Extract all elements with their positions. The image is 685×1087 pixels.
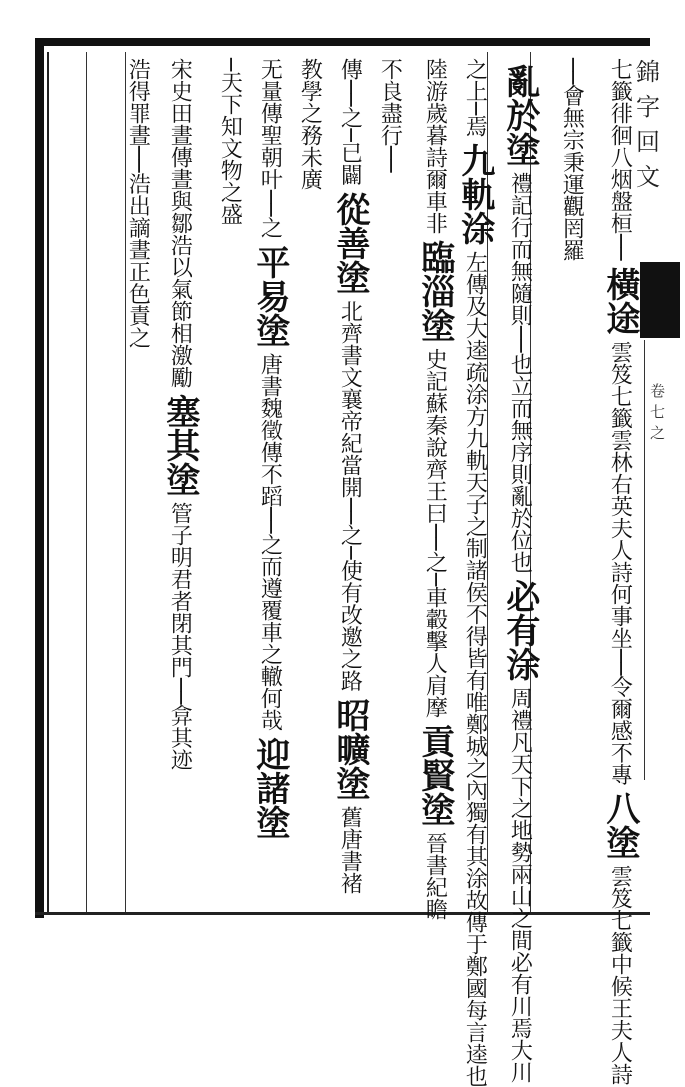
- margin-line: [644, 340, 645, 780]
- entry-heading: 八塗: [599, 791, 640, 859]
- entry-text: 有唯鄭城之內獨有其涂故傳于鄭國每言逵也: [462, 669, 488, 1087]
- entry-text: 也立而無序則亂於位也: [507, 352, 533, 573]
- text-column: [370, 58, 408, 173]
- entry-text: 何事坐──令爾感不專: [607, 582, 633, 785]
- entry-text: 唐書魏徵傳不蹈──之: [257, 352, 283, 555]
- text-column: [210, 58, 248, 225]
- entry-text: ─之─使有改邀之路: [337, 511, 363, 692]
- entry-text: 七籤徘徊八: [607, 58, 633, 168]
- entry-heading: 貢賢塗: [414, 723, 455, 826]
- entry-text: 左傳及大逵疏涂方九軌天子之制諸侯不得皆: [462, 251, 488, 670]
- text-column: [290, 58, 328, 190]
- text-column: [415, 58, 453, 920]
- entry-heading: 必有涂: [499, 578, 540, 681]
- frame-top-border: [35, 38, 650, 46]
- entry-heading: 橫途: [599, 266, 640, 335]
- entry-text: 管子明君者閉其: [167, 502, 193, 656]
- entry-text: 禮記行而無隨則──: [507, 172, 533, 353]
- text-column: [118, 58, 156, 349]
- text-column: [500, 58, 538, 1083]
- frame-inner-line: [47, 52, 49, 914]
- entry-text: ─天下知文物之盛: [217, 58, 243, 226]
- entry-heading: 臨淄塗: [414, 240, 455, 342]
- entry-text: 宋史田晝傳晝與鄒浩以氣節相激勵: [167, 58, 193, 388]
- entry-text: 山之間必有川焉大川: [507, 884, 533, 1083]
- entry-text: 烟盤桓: [607, 168, 633, 234]
- entry-text: 史記蘇秦說齊王曰──: [422, 348, 448, 551]
- entry-text: 舊唐書褚: [337, 805, 363, 894]
- entry-text: 教學之務未廣: [297, 58, 323, 190]
- frame-bottom-border: [35, 912, 650, 915]
- text-column: [160, 58, 198, 771]
- column-rule: [86, 52, 87, 912]
- entry-text: 陸游歲暮詩爾車非: [422, 58, 448, 234]
- entry-text: 无量傳聖朝叶──之: [257, 58, 283, 239]
- margin-volume: 卷七之: [650, 382, 666, 442]
- entry-text: 秉運觀罔羅: [559, 150, 585, 261]
- entry-text: 之上─焉: [462, 58, 488, 138]
- text-column: [455, 58, 493, 1087]
- entry-text: 浩得罪晝──浩出謫晝正色責之: [125, 58, 151, 349]
- entry-heading: 昭曠塗: [329, 697, 370, 800]
- text-column: [600, 58, 638, 1085]
- entry-text: 周禮凡天下之地勢兩: [507, 686, 533, 885]
- margin-fishtail-block: [640, 262, 680, 338]
- entry-heading: 平易塗: [249, 244, 290, 347]
- entry-heading: 亂於塗: [499, 64, 540, 166]
- entry-text: 雲笈七籤中候王夫人詩: [607, 865, 633, 1085]
- entry-text: 而遵覆車之轍何哉: [257, 555, 283, 731]
- entry-text: 不良盡行──: [377, 58, 403, 173]
- text-column: [250, 58, 288, 845]
- entry-heading: 塞其塗: [159, 394, 200, 496]
- entry-text: 晉書紀瞻: [422, 831, 448, 920]
- entry-heading: 迎諸塗: [249, 737, 290, 839]
- entry-heading: 九軌涂: [454, 143, 495, 246]
- frame-left-border: [35, 38, 44, 918]
- entry-text: ──: [607, 234, 633, 261]
- entry-text: 北齊書文襄帝紀當開─: [337, 299, 363, 511]
- entry-text: 雲笈七籤雲林右英夫人詩: [607, 340, 633, 583]
- entry-text: 門──弇其迹: [167, 656, 193, 771]
- entry-text: 傳──之─已闢: [337, 58, 363, 186]
- text-column: [330, 58, 368, 894]
- entry-text: 之─車轂擊人肩摩: [422, 550, 448, 718]
- text-column: [552, 58, 590, 261]
- entry-text: ──會無宗: [559, 58, 585, 151]
- margin-title: 錦字回文: [636, 58, 660, 191]
- entry-heading: 從善塗: [329, 191, 370, 294]
